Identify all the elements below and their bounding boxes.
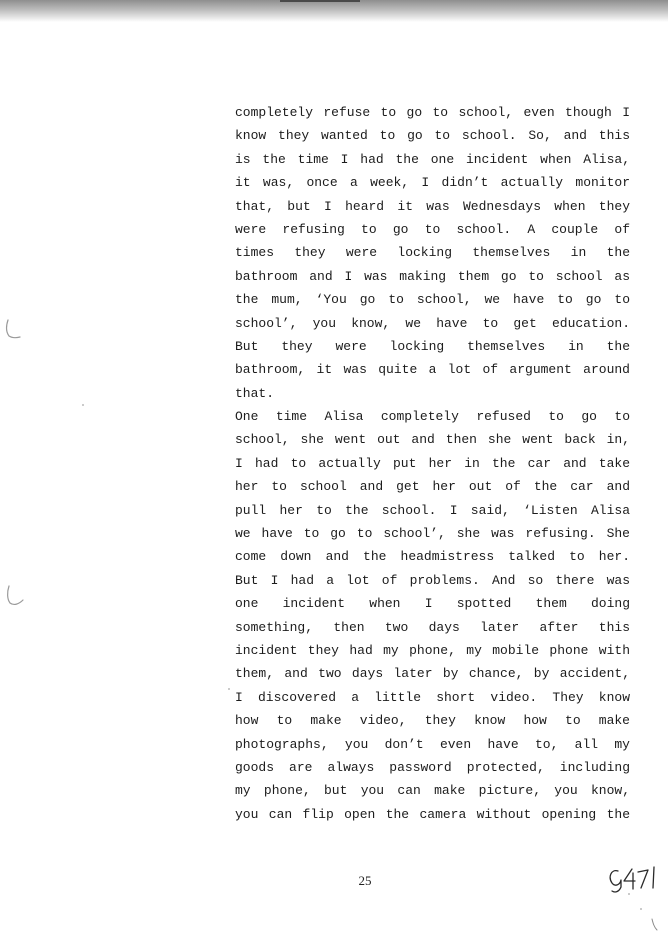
transcript-line: I had to actually put her in the car and take <box>235 455 630 471</box>
transcript-line: school’, you know, we have to get education. <box>235 315 630 331</box>
transcript-line: bathroom and I was making them go to school as <box>235 268 630 284</box>
scan-speck <box>628 893 630 895</box>
transcript-line: you can flip open the camera without opening the <box>235 806 630 822</box>
margin-pencil-mark <box>4 318 24 340</box>
transcript-line: But I had a lot of problems. And so there was <box>235 572 630 588</box>
transcript-line: know they wanted to go to school. So, and this <box>235 128 630 144</box>
transcript-line: incident they had my phone, my mobile phone with <box>235 642 630 658</box>
transcript-line: times they were locking themselves in the <box>235 245 630 261</box>
scan-speck <box>82 404 84 406</box>
transcript-body <box>235 101 630 826</box>
transcript-line: one incident when I spotted them doing <box>235 596 630 612</box>
transcript-line: I discovered a little short video. They know <box>235 689 630 705</box>
transcript-line: come down and the headmistress talked to her. <box>235 549 630 565</box>
scan-shadow-top <box>0 0 668 22</box>
transcript-line: my phone, but you can make picture, you know, <box>235 783 630 799</box>
transcript-line: that, but I heard it was Wednesdays when they <box>235 198 630 214</box>
transcript-line: bathroom, it was quite a lot of argument around <box>235 362 630 378</box>
transcript-line: it was, once a week, I didn’t actually monitor <box>235 175 630 191</box>
transcript-line: them, and two days later by chance, by accident, <box>235 666 630 682</box>
scan-edge-mark <box>280 0 360 2</box>
scan-speck <box>228 688 230 690</box>
transcript-line: goods are always password protected, including <box>235 759 630 775</box>
page-number: 25 <box>358 873 372 888</box>
transcript-line: pull her to the school. I said, ‘Listen Alisa <box>235 502 630 518</box>
margin-pencil-mark <box>650 918 660 932</box>
transcript-line: her to school and get her out of the car and <box>235 479 630 495</box>
transcript-line: were refusing to go to school. A couple of <box>235 221 630 237</box>
handwritten-reference-mark <box>606 861 666 901</box>
transcript-line: the mum, ‘You go to school, we have to go to <box>235 292 630 308</box>
transcript-line: that. <box>235 385 275 401</box>
transcript-line: something, then two days later after this <box>235 619 630 635</box>
transcript-line: we have to go to school’, she was refusing. She <box>235 526 630 542</box>
transcript-line: school, she went out and then she went back in, <box>235 432 630 448</box>
scan-speck <box>640 908 642 910</box>
transcript-line: how to make video, they know how to make <box>235 713 630 729</box>
transcript-line: photographs, you don’t even have to, all my <box>235 736 630 752</box>
transcript-line: completely refuse to go to school, even though I <box>235 105 630 120</box>
transcript-line: But they were locking themselves in the <box>235 338 630 354</box>
margin-pencil-mark <box>4 584 26 608</box>
transcript-line: One time Alisa completely refused to go to <box>235 409 630 425</box>
transcript-line: is the time I had the one incident when Alisa, <box>235 151 630 167</box>
